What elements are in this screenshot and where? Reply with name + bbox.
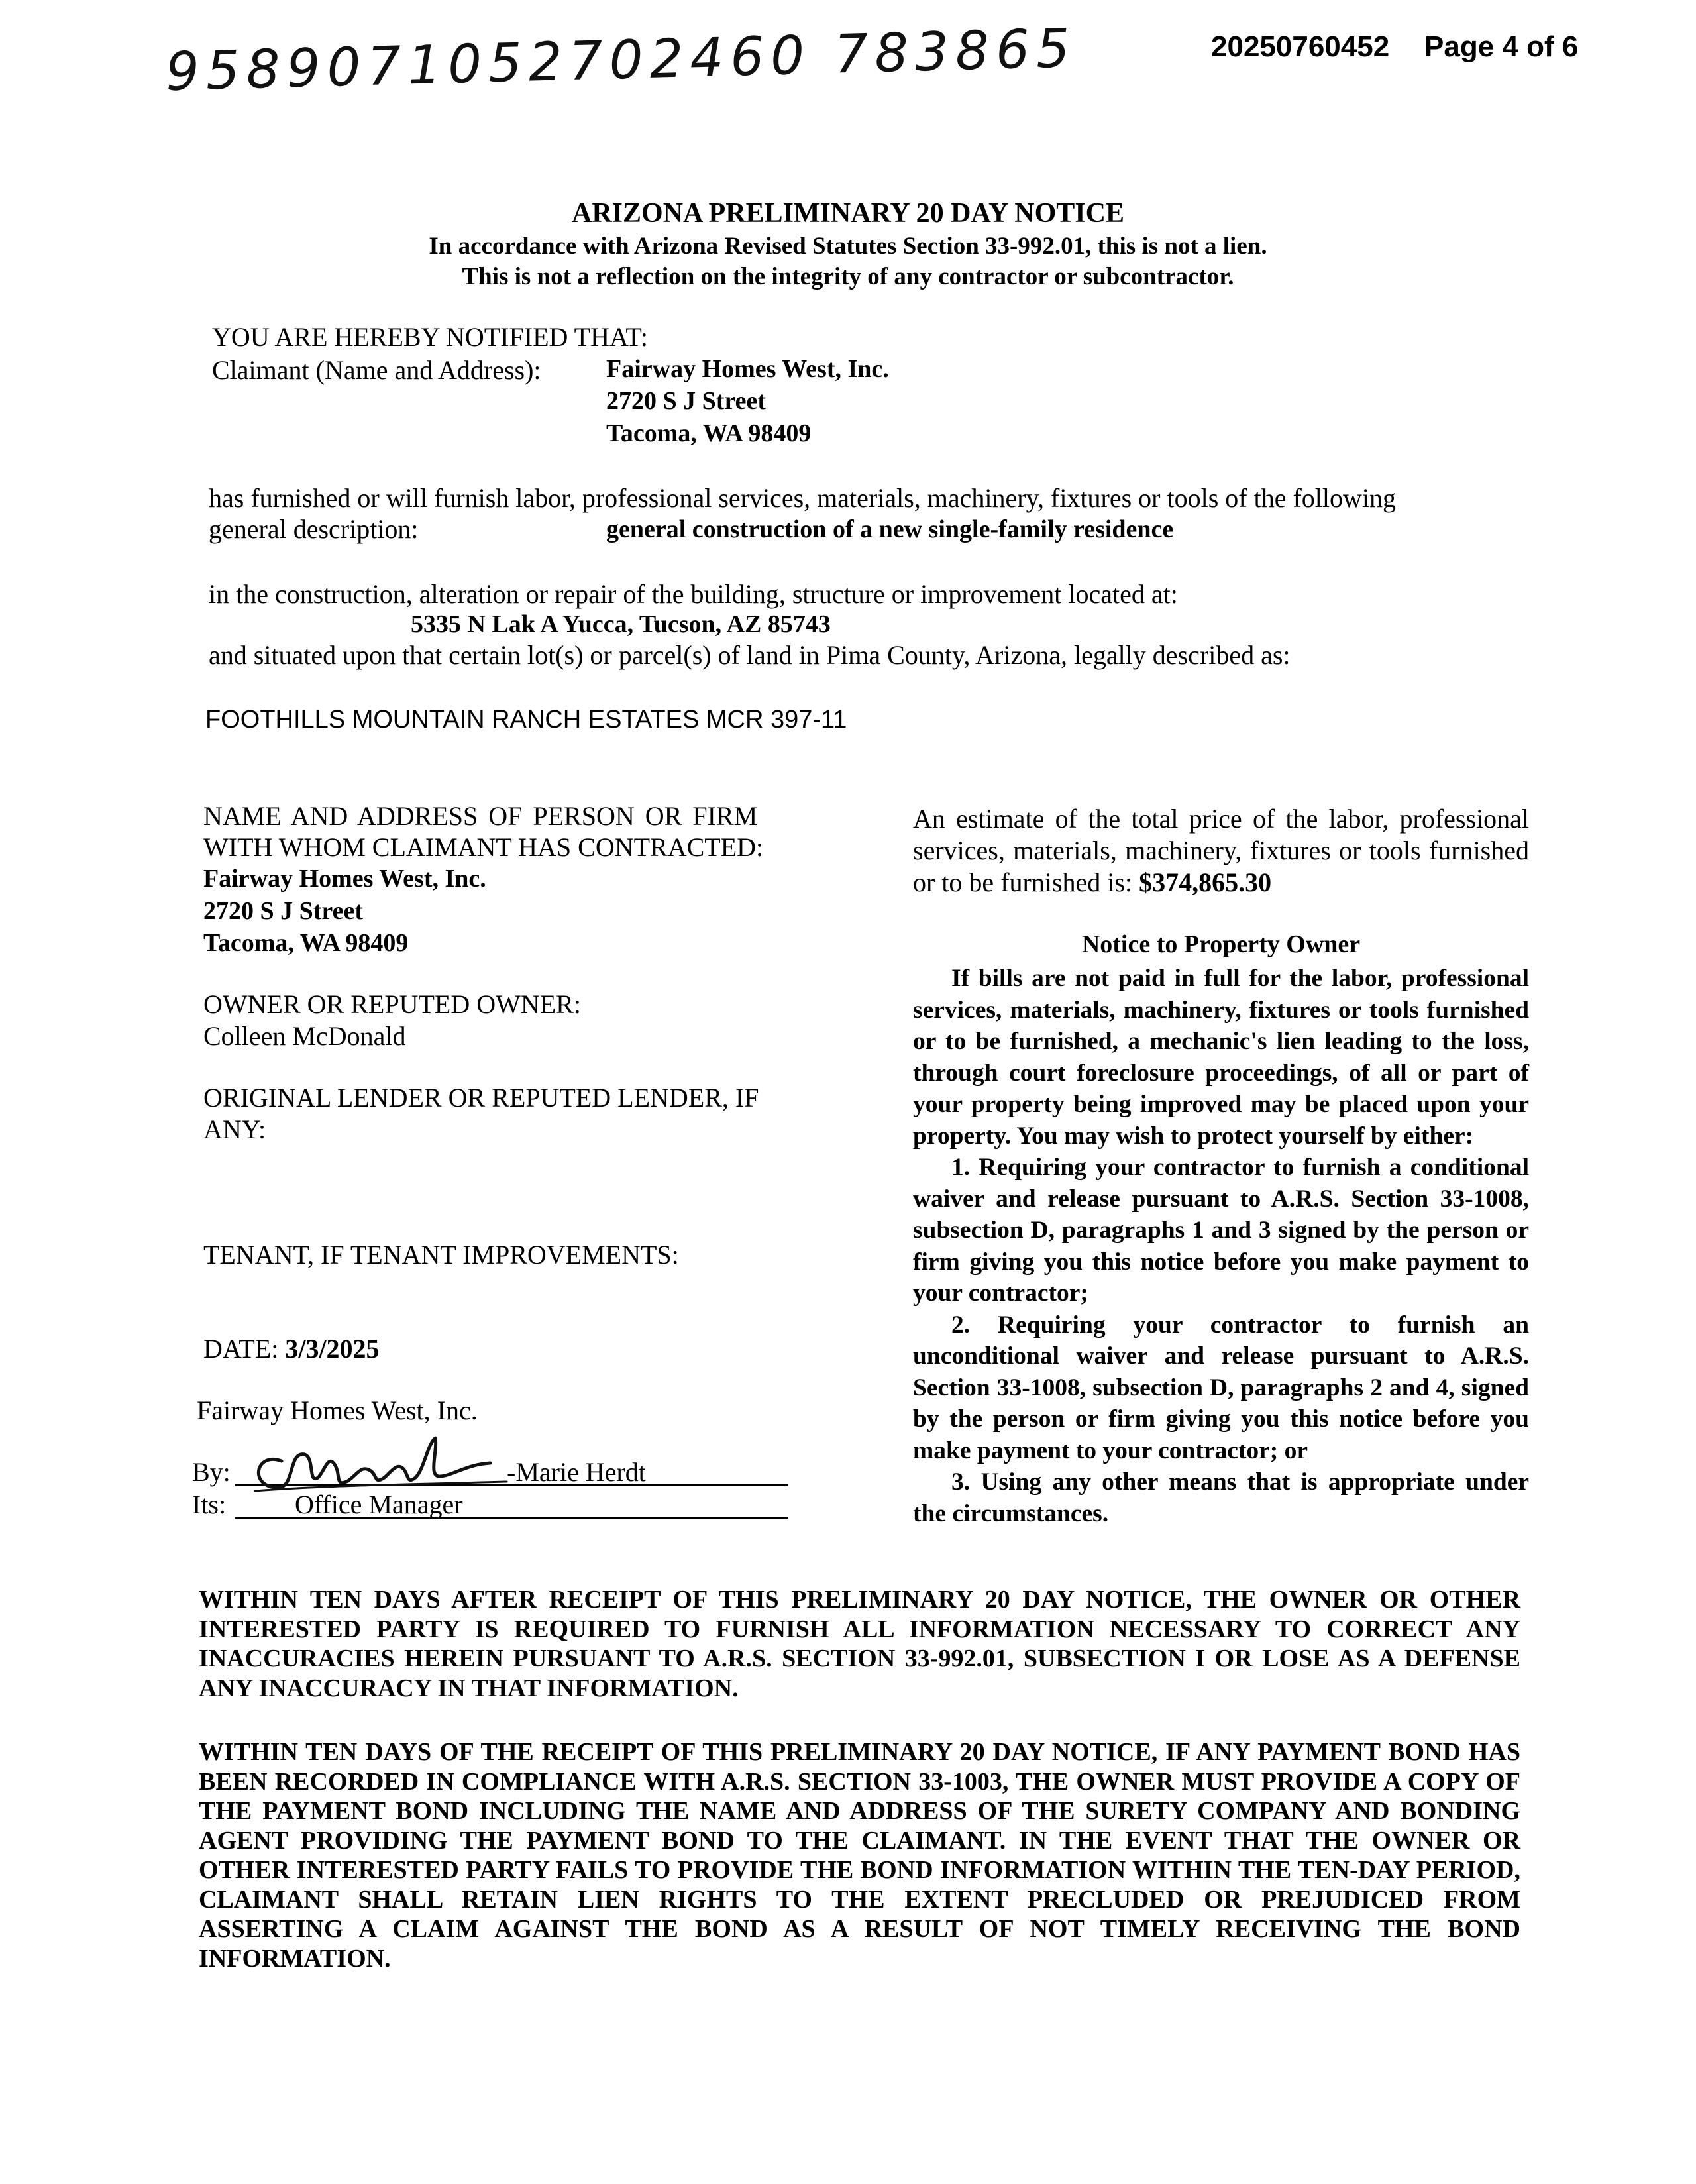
notified-heading: YOU ARE HEREBY NOTIFIED THAT: (212, 322, 648, 352)
lender-label-line-1: ORIGINAL LENDER OR REPUTED LENDER, IF (203, 1083, 759, 1113)
document-number: 20250760452 (1211, 30, 1390, 63)
legal-description: FOOTHILLS MOUNTAIN RANCH ESTATES MCR 397-11 (205, 706, 847, 734)
notice-item-3: 3. Using any other means that is appropriate under the circumstances. (913, 1468, 1529, 1527)
construction-statement: in the construction, alteration or repair of the building, structure or improvement located at: (209, 579, 1178, 609)
by-label: By: (192, 1457, 231, 1487)
tenant-label: TENANT, IF TENANT IMPROVEMENTS: (203, 1240, 679, 1270)
contractor-name: Fairway Homes West, Inc. (203, 865, 486, 893)
notice-intro: If bills are not paid in full for the labor, professional services, materials, machinery, fixtures or tools furnished or to be furnished, a mechanic's lien leading to the loss, through court foreclosure proceedings, of all or part of your property being improved may be placed upon your property. You may wish to protect yourself by either: (913, 965, 1529, 1150)
claimant-name: Fairway Homes West, Inc. (606, 355, 889, 383)
handwritten-tracking-number: 9589071052702460 783865 (164, 17, 1077, 103)
notice-item-1: 1. Requiring your contractor to furnish a conditional waiver and release pursuant to A.R.S. Section 33-1008, subsection D, paragraphs 1 and 3 signed by the person or firm giving you this notice before you make payment to your contractor; (913, 1154, 1529, 1307)
notice-item-2: 2. Requiring your contractor to furnish an unconditional waiver and release pursuant to A.R.S. Section 33-1008, subsection D, paragraphs 2 and 4, signed by the person or firm giving you this notice before you make payment to your contractor; or (913, 1311, 1529, 1464)
date-value: 3/3/2025 (285, 1334, 380, 1364)
claimant-city: Tacoma, WA 98409 (606, 419, 812, 447)
estimate-amount: $374,865.30 (1139, 867, 1272, 897)
notice-title: ARIZONA PRELIMINARY 20 DAY NOTICE (572, 198, 1124, 229)
owner-name: Colleen McDonald (203, 1021, 406, 1051)
signer-name: -Marie Herdt (507, 1457, 646, 1487)
contracted-label-line-1: NAME AND ADDRESS OF PERSON OR FIRM (203, 801, 758, 831)
inaccuracy-correction-paragraph: WITHIN TEN DAYS AFTER RECEIPT OF THIS PRELIMINARY 20 DAY NOTICE, THE OWNER OR OTHER INTERESTED PARTY IS REQUIRED TO FURNISH ALL INFORMATION NECESSARY TO CORRECT ANY INACCURACIES HEREIN PURSUANT TO A.R.S. SECTION 33-992.01, SUBSECTION I OR LOSE AS A DEFENSE ANY INACCURACY IN THAT INFORMATION. (199, 1586, 1520, 1702)
date-label: DATE: (203, 1334, 279, 1364)
lender-label-line-2: ANY: (203, 1115, 266, 1144)
notice-to-owner-body (913, 963, 1529, 1529)
page-indicator: Page 4 of 6 (1424, 30, 1579, 63)
signature-company: Fairway Homes West, Inc. (197, 1395, 478, 1425)
handwritten-signature (242, 1425, 520, 1498)
signer-title: Office Manager (295, 1490, 463, 1519)
estimate-paragraph (913, 803, 1529, 899)
general-description-label: general description: (209, 514, 419, 544)
its-label: Its: (192, 1490, 227, 1519)
notice-to-owner-heading: Notice to Property Owner (1081, 930, 1361, 958)
date-row (203, 1333, 380, 1364)
property-address: 5335 N Lak A Yucca, Tucson, AZ 85743 (411, 610, 831, 638)
payment-bond-paragraph: WITHIN TEN DAYS OF THE RECEIPT OF THIS PRELIMINARY 20 DAY NOTICE, IF ANY PAYMENT BOND HAS BEEN RECORDED IN COMPLIANCE WITH A.R.S. SECTION 33-1003, THE OWNER MUST PROVIDE A COPY OF THE PAYMENT BOND INCLUDING THE NAME AND ADDRESS OF THE SURETY COMPANY AND BONDING AGENT PROVIDING THE PAYMENT BOND TO THE CLAIMANT. IN THE EVENT THAT THE OWNER OR OTHER INTERESTED PARTY FAILS TO PROVIDE THE BOND INFORMATION WITHIN THE TEN-DAY PERIOD, CLAIMANT SHALL RETAIN LIEN RIGHTS TO THE EXTENT PRECLUDED OR PREJUDICED FROM ASSERTING A CLAIM AGAINST THE BOND AS A RESULT OF NOT TIMELY RECEIVING THE BOND INFORMATION. (199, 1738, 1520, 1973)
notice-subtitle-statute: In accordance with Arizona Revised Statutes Section 33-992.01, this is not a lien. (429, 233, 1267, 260)
situated-statement: and situated upon that certain lot(s) or parcel(s) of land in Pima County, Arizona, legally described as: (209, 640, 1291, 670)
contractor-street: 2720 S J Street (203, 897, 363, 925)
estimate-text: An estimate of the total price of the labor, professional services, materials, machinery, fixtures or tools furnished or to be furnished is: (913, 804, 1529, 897)
notice-subtitle-disclaimer: This is not a reflection on the integrity of any contractor or subcontractor. (462, 263, 1234, 290)
title-line (235, 1517, 788, 1519)
contractor-city: Tacoma, WA 98409 (203, 929, 409, 957)
general-description-value: general construction of a new single-family residence (606, 516, 1174, 543)
owner-label: OWNER OR REPUTED OWNER: (203, 989, 581, 1019)
contracted-label-line-2: WITH WHOM CLAIMANT HAS CONTRACTED: (203, 832, 764, 862)
claimant-label: Claimant (Name and Address): (212, 355, 541, 385)
claimant-street: 2720 S J Street (606, 387, 766, 415)
furnished-statement: has furnished or will furnish labor, professional services, materials, machinery, fixtures or tools of the following (209, 483, 1397, 513)
